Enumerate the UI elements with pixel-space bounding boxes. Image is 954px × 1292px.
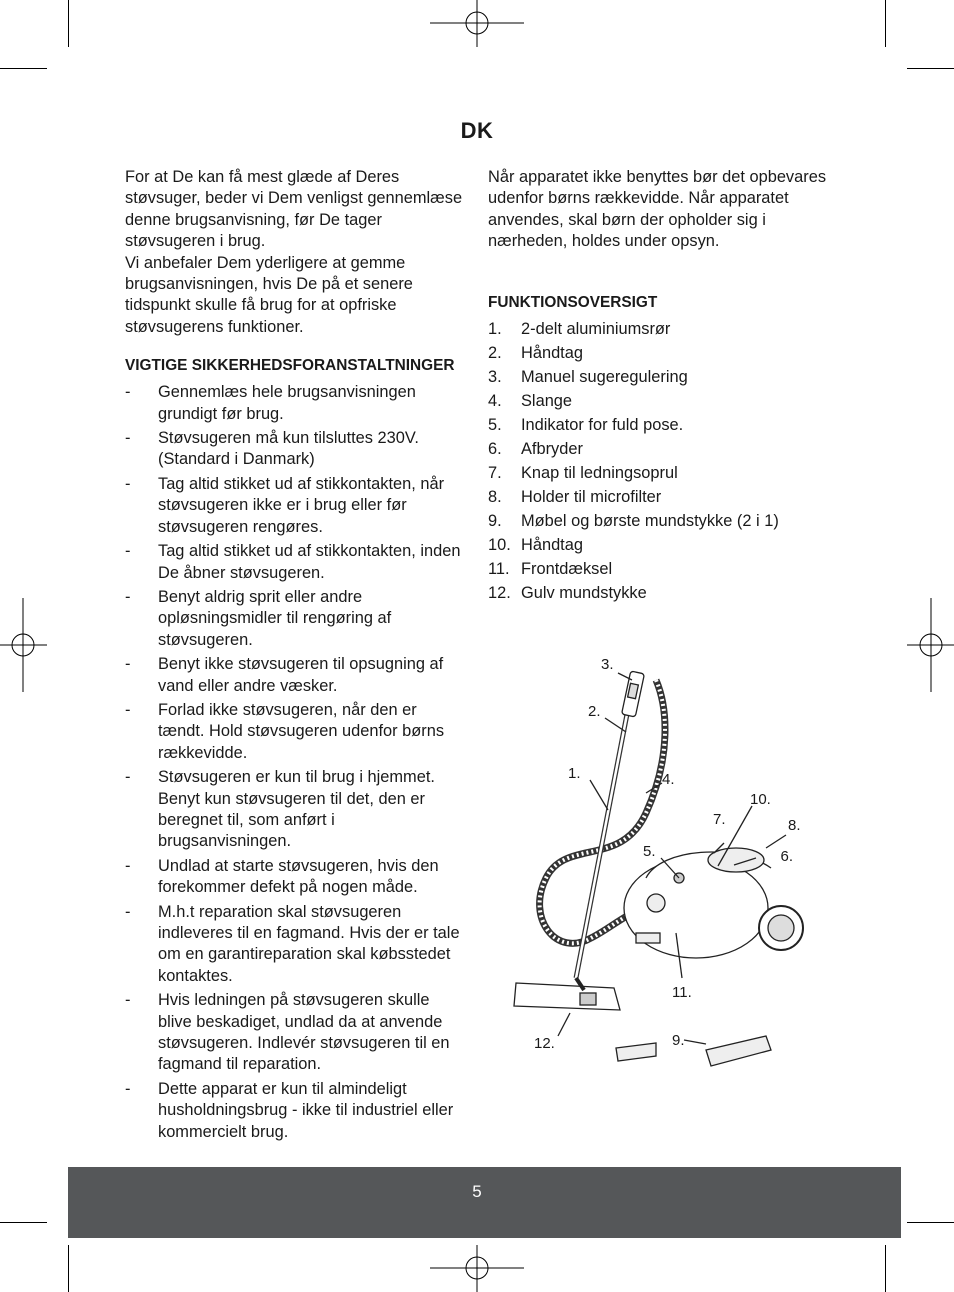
overview-item-number: 3. xyxy=(488,367,502,386)
safety-item-text: Tag altid stikket ud af stikkontakten, når støvsugeren ikke er i brug eller før støvsugeren rengøres. xyxy=(158,474,445,536)
overview-item-number: 6. xyxy=(488,440,502,459)
overview-item-number: 5. xyxy=(488,415,502,434)
vacuum-cleaner-illustration xyxy=(496,638,801,1078)
overview-item xyxy=(488,535,833,556)
crop-mark xyxy=(907,1222,954,1223)
safety-item-text: Hvis ledningen på støvsugeren skulle blive beskadiget, undlad da at anvende støvsugeren. Indlevér støvsugeren til en fagmand til reparation. xyxy=(158,991,450,1074)
overview-item xyxy=(488,511,833,532)
callout-label: 4. xyxy=(662,771,675,788)
overview-item-label: Gulv mundstykke xyxy=(521,584,647,603)
bullet-dash: - xyxy=(125,856,131,875)
bullet-dash: - xyxy=(125,383,131,402)
overview-item-number: 2. xyxy=(488,343,502,362)
overview-list xyxy=(488,319,833,605)
overview-item-number: 8. xyxy=(488,488,502,507)
safety-item-text: Undlad at starte støvsugeren, hvis den forekommer defekt på nogen måde. xyxy=(158,856,439,897)
safety-item xyxy=(125,474,465,538)
furniture-nozzle xyxy=(616,1043,656,1061)
overview-item xyxy=(488,463,833,484)
callout-label: 12. xyxy=(534,1035,555,1052)
overview-item-label: Knap til ledningsoprul xyxy=(521,464,678,483)
brush-nozzle xyxy=(706,1036,771,1066)
bullet-dash: - xyxy=(125,655,131,674)
overview-item-label: Manuel sugeregulering xyxy=(521,367,688,386)
overview-item xyxy=(488,583,833,604)
bullet-dash: - xyxy=(125,587,131,606)
overview-item-label: Møbel og børste mundstykke (2 i 1) xyxy=(521,512,779,531)
overview-item xyxy=(488,391,833,412)
crop-mark xyxy=(68,0,69,47)
overview-item xyxy=(488,415,833,436)
crop-mark xyxy=(0,68,47,69)
overview-heading: FUNKTIONSOVERSIGT xyxy=(488,293,658,311)
safety-item xyxy=(125,428,465,471)
intro-paragraph: For at De kan få mest glæde af Deres støvsuger, beder vi Dem venligst gennemlæse denne brugsanvisning, før De tager støvsugeren i brug. xyxy=(125,168,463,251)
callout-label: 11. xyxy=(672,984,692,1001)
safety-item-text: Dette apparat er kun til almindeligt husholdningsbrug - ikke til industriel eller kommercielt brug. xyxy=(158,1079,454,1141)
overview-item-label: Afbryder xyxy=(521,440,583,459)
callout-label: 2. xyxy=(588,703,601,720)
safety-item xyxy=(125,1079,465,1143)
crop-mark xyxy=(0,1222,47,1223)
bullet-dash: - xyxy=(125,700,131,719)
crop-mark xyxy=(885,0,886,47)
overview-item-label: Frontdæksel xyxy=(521,560,613,579)
bullet-dash: - xyxy=(125,768,131,787)
safety-item-text: Støvsugeren er kun til brug i hjemmet. Benyt kun støvsugeren til det, den er beregnet til, som anført i brugsanvisningen. xyxy=(158,768,435,851)
registration-mark-icon xyxy=(430,0,524,47)
overview-item-label: Slange xyxy=(521,391,573,410)
right-column xyxy=(488,167,833,608)
overview-item xyxy=(488,367,833,388)
children-note: Når apparatet ikke benyttes bør det opbevares udenfor børns rækkevidde. Når apparatet anvendes, skal børn der opholder sig i nærheden, holdes under opsyn. xyxy=(488,168,827,251)
callout-label: 6. xyxy=(780,848,793,865)
callout-label: 8. xyxy=(788,817,801,834)
overview-item-label: 2-delt aluminiumsrør xyxy=(521,319,671,338)
callout-label: 9. xyxy=(672,1032,685,1049)
safety-item xyxy=(125,856,465,899)
overview-item-label: Indikator for fuld pose. xyxy=(521,415,684,434)
footer-bar xyxy=(68,1167,901,1238)
intro-paragraph: Vi anbefaler Dem yderligere at gemme brugsanvisningen, hvis De på et senere tidspunkt skulle få brug for at opfriske støvsugerens funktioner. xyxy=(125,253,413,336)
bullet-dash: - xyxy=(125,429,131,448)
overview-item-label: Håndtag xyxy=(521,343,583,362)
overview-item-number: 7. xyxy=(488,464,502,483)
overview-item xyxy=(488,559,833,580)
overview-item xyxy=(488,439,833,460)
safety-heading: VIGTIGE SIKKERHEDSFORANSTALTNINGER xyxy=(125,357,455,375)
safety-item xyxy=(125,654,465,697)
safety-item-text: Tag altid stikket ud af stikkontakten, inden De åbner støvsugeren. xyxy=(158,542,461,582)
safety-item-text: Benyt ikke støvsugeren til opsugning af vand eller andre væsker. xyxy=(158,655,444,695)
safety-item xyxy=(125,700,465,764)
safety-item-text: Forlad ikke støvsugeren, når den er tændt. Hold støvsugeren udenfor børns rækkevidde. xyxy=(158,700,445,762)
bullet-dash: - xyxy=(125,474,131,493)
safety-list xyxy=(125,382,465,1143)
safety-item-text: Benyt aldrig sprit eller andre opløsningsmidler til rengøring af støvsugeren. xyxy=(158,587,392,649)
safety-item xyxy=(125,382,465,425)
overview-item-number: 11. xyxy=(488,560,510,579)
crop-mark xyxy=(885,1245,886,1292)
overview-item xyxy=(488,487,833,508)
safety-item-text: M.h.t reparation skal støvsugeren indleveres til en fagmand. Hvis der er tale om en garantireparation skal købsstedet kontaktes. xyxy=(158,902,460,985)
safety-item xyxy=(125,990,465,1076)
registration-mark-icon xyxy=(907,598,954,692)
floor-nozzle xyxy=(514,983,620,1010)
overview-item-number: 4. xyxy=(488,391,502,410)
overview-item-number: 9. xyxy=(488,512,502,531)
registration-mark-icon xyxy=(430,1245,524,1292)
callout-label: 1. xyxy=(568,765,581,782)
crop-mark xyxy=(68,1245,69,1292)
bullet-dash: - xyxy=(125,902,131,921)
bullet-dash: - xyxy=(125,542,131,561)
safety-item-text: Gennemlæs hele brugsanvisningen grundigt før brug. xyxy=(158,383,416,423)
safety-item-text: Støvsugeren må kun tilsluttes 230V. (Standard i Danmark) xyxy=(158,429,419,469)
safety-item xyxy=(125,902,465,988)
overview-item-number: 10. xyxy=(488,536,511,555)
left-column xyxy=(125,167,465,1146)
callout-label: 5. xyxy=(643,843,656,860)
callout-label: 3. xyxy=(601,656,614,673)
safety-item xyxy=(125,767,465,853)
safety-item xyxy=(125,541,465,584)
overview-item-label: Håndtag xyxy=(521,536,583,555)
bullet-dash: - xyxy=(125,991,131,1010)
overview-item-label: Holder til microfilter xyxy=(521,488,662,507)
overview-item-number: 1. xyxy=(488,319,502,338)
callout-label: 10. xyxy=(750,791,771,808)
overview-item-number: 12. xyxy=(488,584,511,603)
page-number: 5 xyxy=(472,1182,482,1201)
callout-label: 7. xyxy=(713,811,726,828)
bullet-dash: - xyxy=(125,1079,131,1098)
safety-item xyxy=(125,587,465,651)
page-language-heading: DK xyxy=(460,118,494,143)
overview-item xyxy=(488,319,833,340)
overview-item xyxy=(488,343,833,364)
registration-mark-icon xyxy=(0,598,47,692)
crop-mark xyxy=(907,68,954,69)
